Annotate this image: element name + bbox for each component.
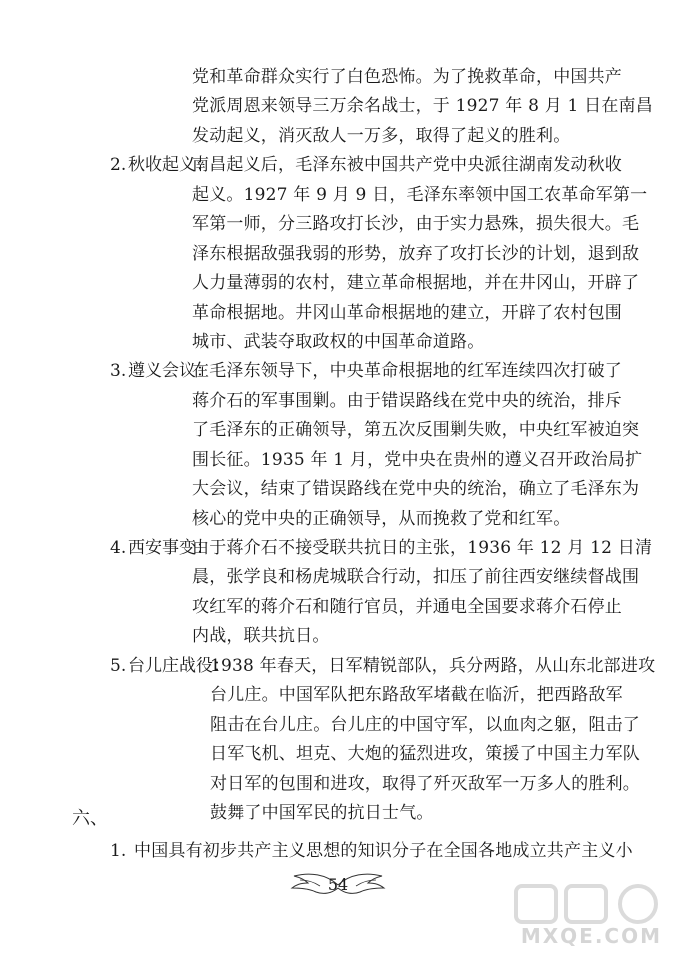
- item-line: 台儿庄。中国军队把东路敌军堵截在临沂，把西路敌军: [210, 685, 623, 705]
- item-term: 台儿庄战役：: [128, 656, 230, 676]
- item-line: 人力量薄弱的农村，建立革命根据地，并在井冈山，开辟了: [192, 273, 640, 293]
- item-line: 泽东根据敌强我弱的形势，放弃了攻打长沙的计划，退到敌: [192, 244, 640, 264]
- watermark-logo-icon: [510, 880, 670, 930]
- item-number: 5.: [110, 656, 127, 676]
- item-term: 遵义会议：: [128, 361, 213, 381]
- item-line: 鼓舞了中国军民的抗日士气。: [210, 803, 434, 823]
- item-line: 核心的党中央的正确领导，从而挽救了党和红军。: [192, 509, 571, 529]
- item-line: 晨，张学良和杨虎城联合行动，扣压了前往西安继续督战围: [192, 567, 640, 587]
- section-six-label: 六、: [72, 808, 108, 829]
- page-number: 54: [327, 875, 349, 894]
- item-line: 内战，联共抗日。: [192, 626, 330, 646]
- item-line: 对日军的包围和进攻，取得了歼灭敌军一万多人的胜利。: [210, 774, 640, 794]
- item-line: 在毛泽东领导下，中央革命根据地的红军连续四次打破了: [192, 361, 622, 381]
- item-line: 蒋介石的军事围剿。由于错误路线在党中央的统治，排斥: [192, 391, 622, 411]
- item-term: 秋收起义：: [128, 155, 213, 175]
- watermark: [510, 880, 670, 952]
- item-term: 西安事变：: [128, 538, 213, 558]
- item-line: 日军飞机、坦克、大炮的猛烈进攻，策援了中国主力军队: [210, 744, 640, 764]
- item-line: 1938 年春天，日军精锐部队，兵分两路，从山东北部进攻: [210, 656, 656, 676]
- intro-line: 发动起义，消灭敌人一万多，取得了起义的胜利。: [192, 126, 571, 146]
- item-line: 阻击在台儿庄。台儿庄的中国守军，以血肉之躯，阻击了: [210, 715, 640, 735]
- item-line: 攻红军的蒋介石和随行官员，并通电全国要求蒋介石停止: [192, 597, 622, 617]
- item-line: 南昌起义后，毛泽东被中国共产党中央派往湖南发动秋收: [192, 155, 622, 175]
- intro-line: 党和革命群众实行了白色恐怖。为了挽救革命，中国共产: [192, 67, 622, 87]
- item-line: 由于蒋介石不接受联共抗日的主张，1936 年 12 月 12 日清: [192, 538, 653, 558]
- item-line: 军第一师，分三路攻打长沙，由于实力悬殊，损失很大。毛: [192, 214, 640, 234]
- section-six-item-text: 中国具有初步共产主义思想的知识分子在全国各地成立共产主义小: [134, 841, 633, 861]
- item-number: 2.: [110, 155, 127, 175]
- item-number: 3.: [110, 361, 127, 381]
- item-line: 了毛泽东的正确领导，第五次反围剿失败，中央红军被迫突: [192, 420, 640, 440]
- item-line: 城市、武装夺取政权的中国革命道路。: [192, 332, 485, 352]
- item-line: 起义。1927 年 9 月 9 日，毛泽东率领中国工农革命军第一: [192, 185, 648, 205]
- item-line: 革命根据地。井冈山革命根据地的建立，开辟了农村包围: [192, 303, 622, 323]
- page-number-ornament: [288, 868, 388, 902]
- watermark-text: MXQE.COM: [520, 924, 662, 948]
- section-six-item-number: 1.: [110, 841, 127, 861]
- item-line: 大会议，结束了错误路线在党中央的统治，确立了毛泽东为: [192, 479, 640, 499]
- item-line: 围长征。1935 年 1 月，党中央在贵州的遵义召开政治局扩: [192, 450, 643, 470]
- item-number: 4.: [110, 538, 127, 558]
- intro-line: 党派周恩来领导三万余名战士，于 1927 年 8 月 1 日在南昌: [192, 96, 653, 116]
